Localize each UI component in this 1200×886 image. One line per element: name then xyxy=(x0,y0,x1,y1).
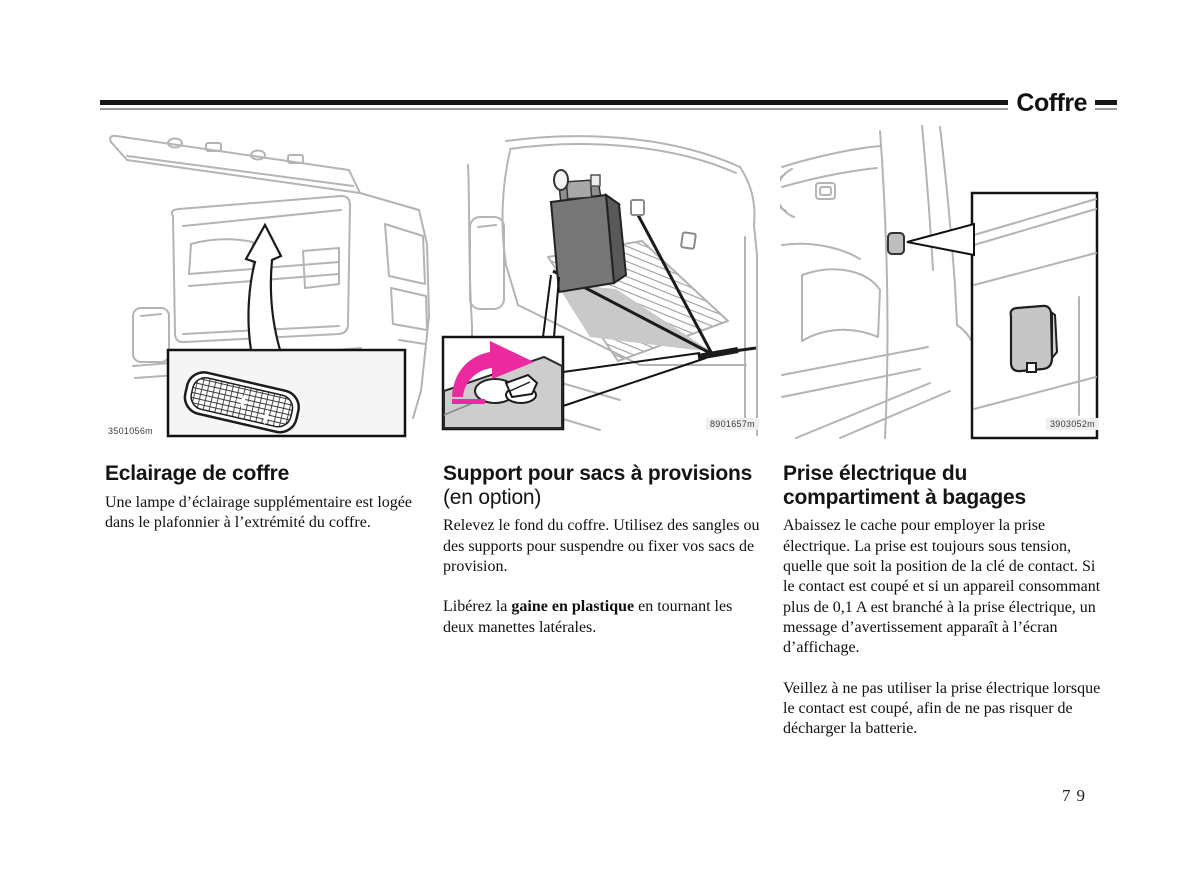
section-paragraph: Veillez à ne pas utiliser la prise électrique lorsque le contact est coupé, afin de ne pas risquer de décharger la batterie. xyxy=(783,679,1101,738)
section-heading: Support pour sacs à provisions (en option) xyxy=(443,462,753,509)
bold-term: gaine en plastique xyxy=(511,598,635,616)
section-power-outlet xyxy=(783,462,1103,760)
header-rule-left xyxy=(100,100,1008,110)
figure-trunk-light xyxy=(103,126,430,440)
outlet-cover-notch xyxy=(1027,363,1036,372)
section-heading: Prise électrique du compartiment à bagages xyxy=(783,462,1027,509)
outlet-callout-box xyxy=(972,193,1097,438)
section-paragraph: Abaissez le cache pour employer la prise électrique. La prise est toujours sous tension, quelle que soit la position de la clé de contact. Si le contact est coupé et si un appareil consommant plus de 0,1 A est branché à la prise électrique, un message d’avertissement apparaît à l’écran d’affichage. xyxy=(783,517,1101,657)
header-rule-right xyxy=(1095,100,1117,110)
figure-code: 3903052m xyxy=(1046,418,1099,430)
trunk-light-illustration xyxy=(103,126,430,440)
grocery-bag-illustration xyxy=(440,125,770,445)
heading-option-note: (en option) xyxy=(443,485,542,509)
section-trunk-light xyxy=(105,462,425,553)
figure-power-outlet xyxy=(780,125,1110,445)
figure-code: 3501056m xyxy=(108,426,153,436)
power-outlet-cover-illustration xyxy=(780,125,1110,445)
callout-pointer-icon xyxy=(907,224,974,255)
strap-hook-icon xyxy=(631,200,644,215)
outlet-cover-small-icon xyxy=(888,233,904,254)
figure-bag-support xyxy=(440,125,770,445)
section-paragraph: Une lampe d’éclairage supplémentaire est logée dans le plafonnier à l’extrémité du coffre. xyxy=(105,493,412,532)
outlet-cover-large-icon xyxy=(1011,306,1052,371)
strap-clip-icon xyxy=(681,232,696,249)
up-arrow-icon xyxy=(246,225,281,350)
grocery-bag-icon xyxy=(551,170,626,292)
section-heading: Eclairage de coffre xyxy=(105,462,290,485)
latch-callout-box xyxy=(443,337,563,429)
section-bag-support xyxy=(443,462,763,658)
section-paragraph: Relevez le fond du coffre. Utilisez des sangles ou des supports pour suspendre ou fixer vos sacs de provision. xyxy=(443,517,760,576)
page-header xyxy=(100,90,1117,120)
page-title: Coffre xyxy=(1016,88,1087,117)
page-number: 79 xyxy=(1062,786,1091,805)
section-paragraph: Libérez la gaine en plastique en tournant les deux manettes latérales. xyxy=(443,598,733,636)
figure-code: 8901657m xyxy=(706,418,759,430)
